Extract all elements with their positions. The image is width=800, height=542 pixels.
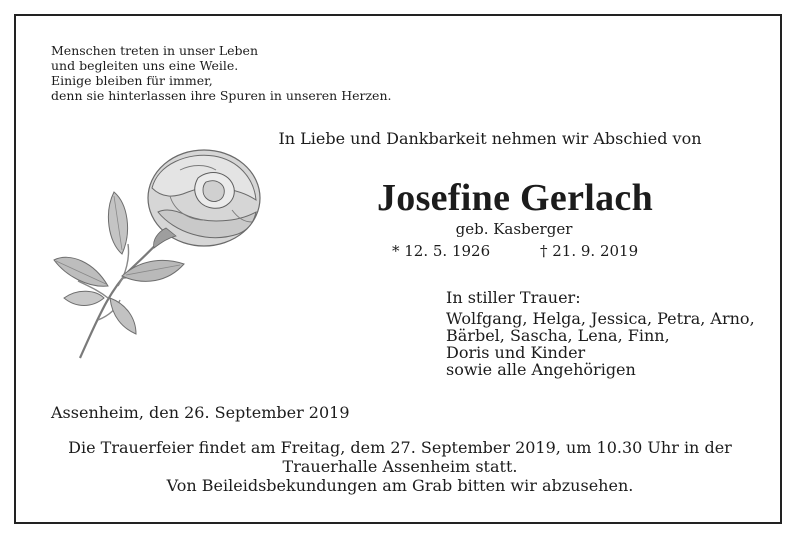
rose-icon xyxy=(48,148,262,362)
place-date: Assenheim, den 26. September 2019 xyxy=(51,403,350,422)
death-date: † 21. 9. 2019 xyxy=(540,242,639,260)
poem-line: denn sie hinterlassen ihre Spuren in unseren Herzen. xyxy=(51,88,392,103)
funeral-line: Von Beileidsbekundungen am Grab bitten wir abzusehen. xyxy=(166,476,634,495)
mourners-heading: In stiller Trauer: xyxy=(446,288,581,307)
maiden-name: geb. Kasberger xyxy=(455,220,573,238)
funeral-info xyxy=(40,438,760,495)
mourners-line: Wolfgang, Helga, Jessica, Petra, Arno, xyxy=(446,309,755,328)
mourners-line: Doris und Kinder xyxy=(446,343,586,362)
poem xyxy=(51,43,431,103)
mourners-list xyxy=(446,310,755,378)
poem-line: und begleiten uns eine Weile. xyxy=(51,58,239,73)
mourners-line: sowie alle Angehörigen xyxy=(446,360,636,379)
funeral-line: Die Trauerfeier findet am Freitag, dem 27. September 2019, um 10.30 Uhr in der xyxy=(68,438,732,457)
deceased-name: Josefine Gerlach xyxy=(376,177,653,219)
funeral-line: Trauerhalle Assenheim statt. xyxy=(282,457,518,476)
birth-date: * 12. 5. 1926 xyxy=(392,242,491,260)
mourners-line: Bärbel, Sascha, Lena, Finn, xyxy=(446,326,670,345)
intro-text: In Liebe und Dankbarkeit nehmen wir Abschied von xyxy=(278,129,702,148)
poem-line: Einige bleiben für immer, xyxy=(51,73,213,88)
poem-line: Menschen treten in unser Leben xyxy=(51,43,259,58)
